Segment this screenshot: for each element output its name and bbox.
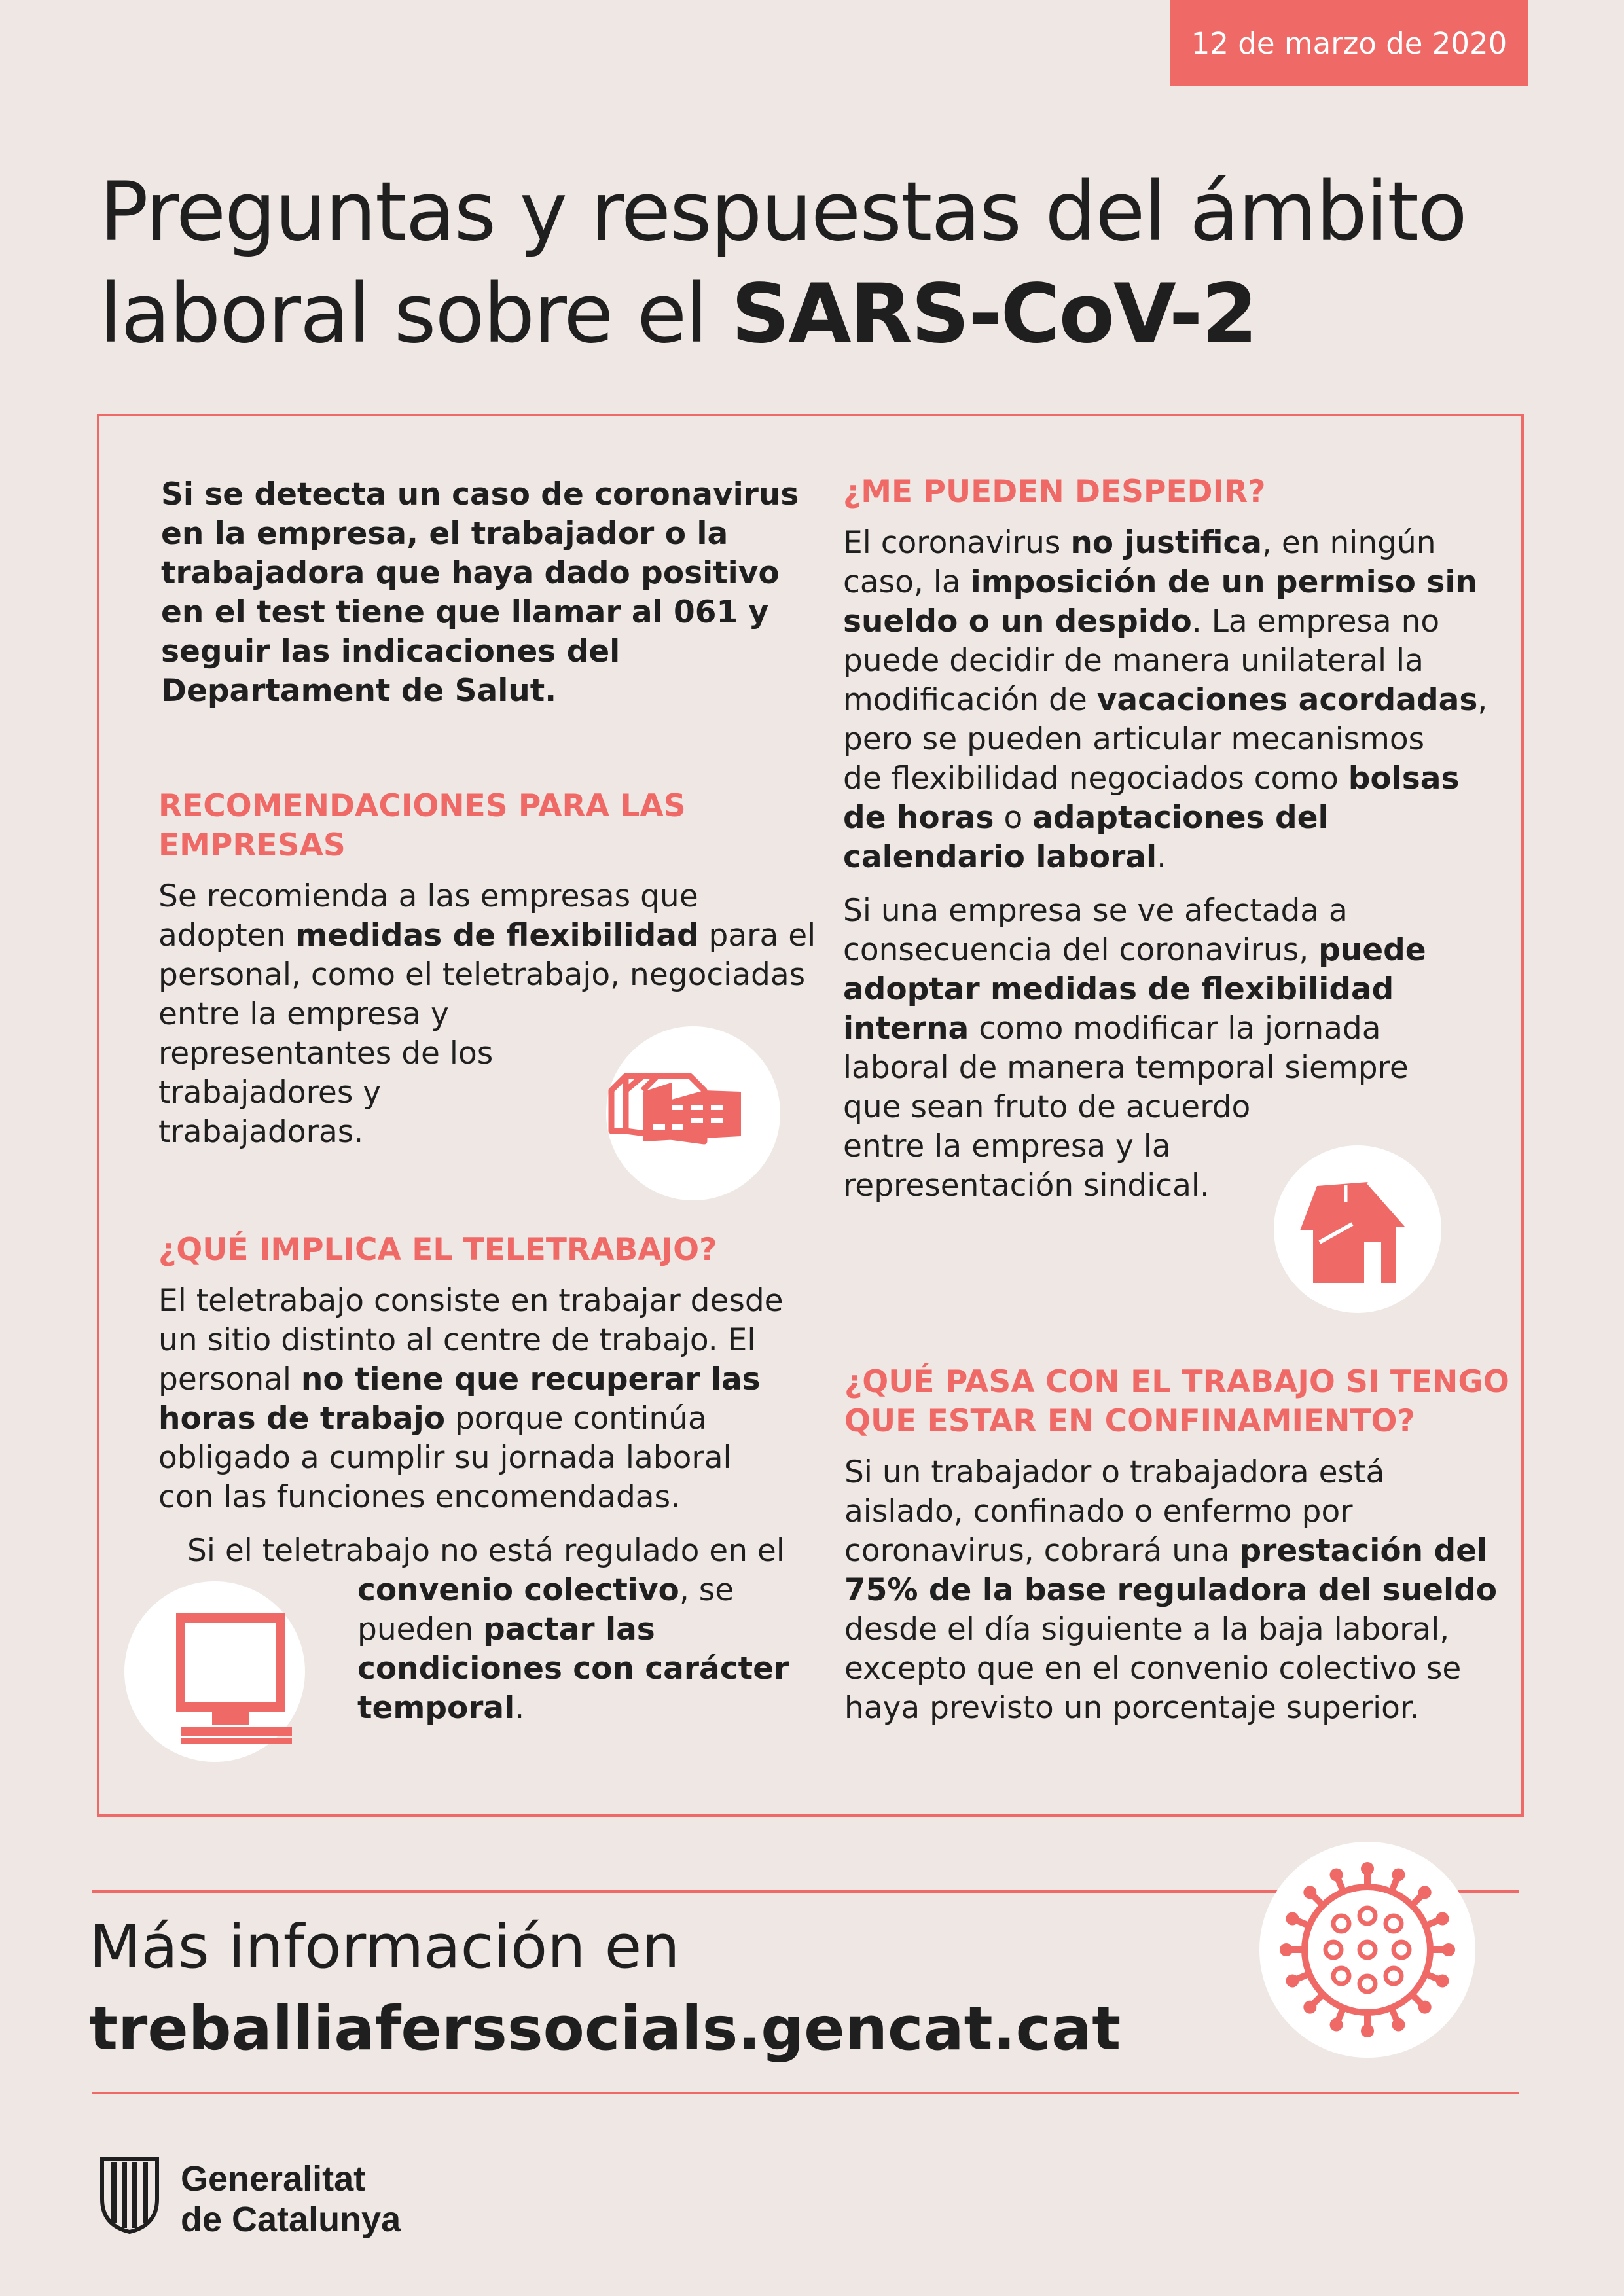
teletrabajo-convenio-line: condiciones con carácter (357, 1651, 789, 1687)
despedir-line: puede decidir de manera unilateral la (843, 643, 1424, 679)
teletrabajo-convenio-line: convenio colectivo, se (357, 1572, 734, 1608)
teletrabajo-convenio-line: pueden pactar las (357, 1611, 655, 1647)
intro-line: en el test tiene que llamar al 061 y (161, 594, 769, 630)
confinamiento-section (844, 1363, 1512, 1728)
despedir-line: caso, la imposición de un permiso sin (843, 564, 1477, 600)
teletrabajo-convenio-first (187, 1532, 868, 1571)
page-title (99, 161, 1540, 365)
despedir-line: de horas o adaptaciones del (843, 800, 1329, 836)
confinamiento-heading-2: QUE ESTAR EN CONFINAMIENTO? (844, 1403, 1415, 1439)
despedir-line: que sean fruto de acuerdo (843, 1089, 1251, 1125)
intro-line: en la empresa, el trabajador o la (161, 516, 729, 552)
date-badge: 12 de marzo de 2020 (1170, 0, 1528, 86)
despedir-line: laboral de manera temporal siempre (843, 1050, 1409, 1086)
confinamiento-heading-1: ¿QUÉ PASA CON EL TRABAJO SI TENGO (844, 1364, 1509, 1400)
teletrabajo-line: horas de trabajo porque continúa (158, 1401, 707, 1437)
despedir-line: representación sindical. (843, 1168, 1210, 1204)
recomendaciones-line: Se recomienda a las empresas que (158, 878, 698, 914)
title-line-1: Preguntas y respuestas del ámbito (99, 165, 1466, 259)
intro-line: seguir las indicaciones del (161, 634, 621, 670)
teletrabajo-line: obligado a cumplir su jornada laboral (158, 1440, 732, 1476)
despedir-line: consecuencia del coronavirus, puede (843, 932, 1426, 968)
generalitat-name-line-1: Generalitat (181, 2159, 366, 2198)
more-info-url[interactable]: treballiaferssocials.gencat.cat (89, 1994, 1121, 2064)
intro-line: Departament de Salut. (161, 673, 557, 709)
recomendaciones-line: adopten medidas de flexibilidad para el (158, 918, 816, 954)
generalitat-name-line-2: de Catalunya (181, 2200, 401, 2239)
generalitat-name (181, 2159, 401, 2240)
confinamiento-line: haya previsto un porcentaje superior. (844, 1690, 1420, 1726)
footer-divider-bottom (92, 2092, 1519, 2094)
virus-icon (1259, 1842, 1475, 2058)
despedir-line: entre la empresa y la (843, 1128, 1171, 1164)
teletrabajo-heading: ¿QUÉ IMPLICA EL TELETRABAJO? (158, 1232, 717, 1268)
recomendaciones-line: trabajadores y (158, 1075, 382, 1111)
teletrabajo-section (158, 1230, 852, 1517)
despedir-line: interna como modificar la jornada (843, 1011, 1381, 1047)
title-line-2-bold: SARS-CoV-2 (731, 267, 1257, 361)
confinamiento-line: excepto que en el convenio colectivo se (844, 1651, 1462, 1687)
despedir-line: sueldo o un despido. La empresa no (843, 603, 1440, 639)
despedir-line: adoptar medidas de flexibilidad (843, 971, 1394, 1007)
teletrabajo-line: personal no tiene que recuperar las (158, 1361, 761, 1397)
despedir-line: modificación de vacaciones acordadas, (843, 682, 1488, 718)
teletrabajo-line: un sitio distinto al centre de trabajo. El (158, 1322, 756, 1358)
despedir-line: de flexibilidad negociados como bolsas (843, 761, 1460, 797)
computer-icon (124, 1581, 305, 1762)
recomendaciones-line: representantes de los (158, 1035, 494, 1071)
teletrabajo-convenio-rest (357, 1571, 855, 1728)
intro-line: Si se detecta un caso de coronavirus (161, 476, 799, 512)
recomendaciones-heading-2: EMPRESAS (158, 827, 346, 863)
factory-icon (606, 1026, 780, 1200)
despedir-section (843, 473, 1511, 1206)
teletrabajo-line: El teletrabajo consiste en trabajar desde (158, 1283, 784, 1319)
teletrabajo-convenio-line: temporal. (357, 1690, 525, 1726)
teletrabajo-convenio-line: Si el teletrabajo no está regulado en el (187, 1533, 785, 1569)
recomendaciones-line: trabajadoras. (158, 1114, 364, 1150)
confinamiento-line: Si un trabajador o trabajadora está (844, 1454, 1385, 1490)
title-line-2-prefix: laboral sobre el (99, 267, 732, 361)
despedir-line: El coronavirus no justifica, en ningún (843, 525, 1436, 561)
recomendaciones-line: entre la empresa y (158, 996, 449, 1032)
recomendaciones-line: personal, como el teletrabajo, negociadas (158, 957, 806, 993)
intro-text (161, 475, 842, 711)
confinamiento-line: desde el día siguiente a la baja laboral, (844, 1611, 1450, 1647)
despedir-line: Si una empresa se ve afectada a (843, 893, 1348, 929)
teletrabajo-line: con las funciones encomendadas. (158, 1479, 681, 1515)
recomendaciones-heading-1: RECOMENDACIONES PARA LAS (158, 788, 686, 824)
confinamiento-line: aislado, confinado o enfermo por (844, 1494, 1353, 1530)
despedir-line: pero se pueden articular mecanismos (843, 721, 1425, 757)
generalitat-logo-icon (97, 2153, 162, 2234)
confinamiento-line: 75% de la base reguladora del sueldo (844, 1572, 1498, 1608)
despedir-heading: ¿ME PUEDEN DESPEDIR? (843, 474, 1266, 510)
more-info-label: Más información en (89, 1912, 680, 1982)
intro-line: trabajadora que haya dado positivo (161, 555, 780, 591)
despedir-line: calendario laboral. (843, 839, 1167, 875)
confinamiento-line: coronavirus, cobrará una prestación del (844, 1533, 1488, 1569)
house-icon (1274, 1145, 1441, 1313)
